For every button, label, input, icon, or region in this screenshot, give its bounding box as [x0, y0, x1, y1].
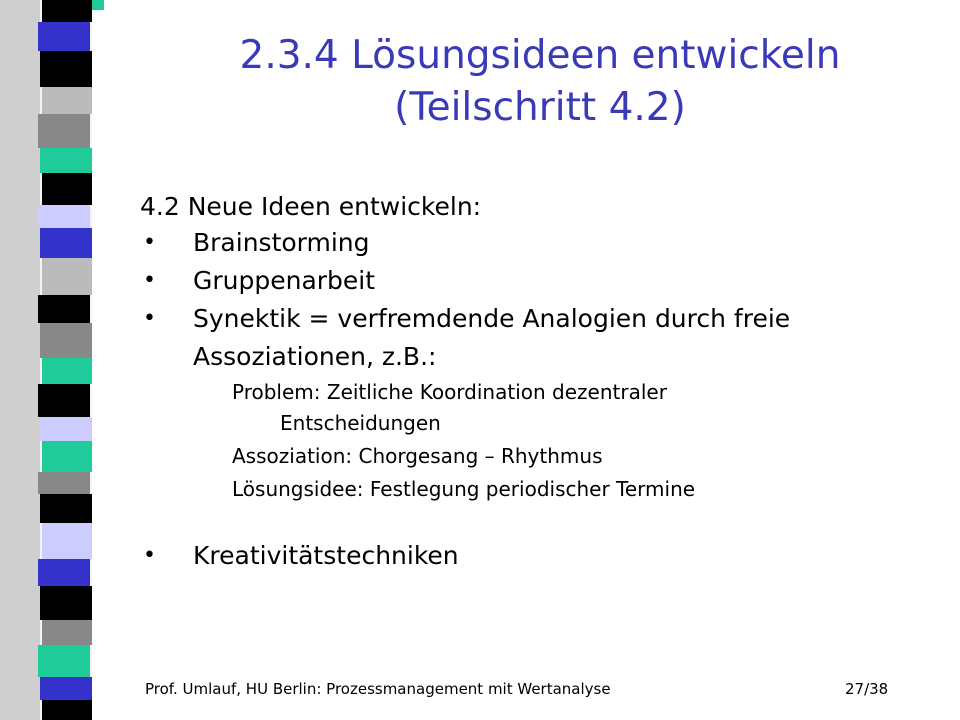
bullet-synektik-continuation: Assoziationen, z.B.: [193, 342, 437, 371]
stripe-segment [38, 384, 90, 417]
bullet-kreativitaetstechniken: Kreativitätstechniken [193, 541, 459, 570]
stripe-segment [42, 620, 94, 645]
stripe-segment [42, 87, 94, 114]
bullet-gruppenarbeit: Gruppenarbeit [193, 266, 376, 295]
stripe-segment [40, 323, 92, 358]
stripe-segment [38, 205, 90, 228]
bullet-synektik: Synektik = verfremdende Analogien durch freie [193, 304, 791, 333]
stripe-segment [42, 173, 94, 205]
example-association: Assoziation: Chorgesang – Rhythmus [232, 444, 603, 468]
stripe-segment [40, 148, 92, 173]
stripe-accent [92, 0, 104, 10]
bullet-brainstorming: Brainstorming [193, 228, 370, 257]
bullet-marker: • [143, 230, 156, 255]
stripe-segment [40, 228, 92, 258]
stripe-segment [40, 417, 92, 441]
slide-title-line2: (Teilschritt 4.2) [394, 85, 686, 130]
stripe-segment [40, 586, 92, 620]
footer-page-number: 27/38 [845, 680, 889, 698]
stripe-segment [42, 523, 94, 559]
stripe-segment [40, 677, 92, 700]
stripe-segment [38, 295, 90, 323]
heading: 4.2 Neue Ideen entwickeln: [140, 192, 482, 221]
bullet-marker: • [143, 306, 156, 331]
stripe-segment [40, 51, 92, 87]
stripe-segment [38, 22, 90, 51]
stripe-segment [42, 258, 94, 295]
stripe-segment [38, 114, 90, 148]
slide-title-line1: 2.3.4 Lösungsideen entwickeln [239, 33, 841, 78]
example-problem: Problem: Zeitliche Koordination dezentraler [232, 380, 667, 404]
stripe-segment [42, 700, 94, 720]
decorative-color-stripes [0, 0, 110, 720]
example-solution: Lösungsidee: Festlegung periodischer Termine [232, 477, 696, 501]
stripe-segment [42, 441, 94, 472]
stripe-segment [42, 358, 94, 384]
bullet-marker: • [143, 268, 156, 293]
stripe-segment [38, 645, 90, 677]
stripe-segment [38, 472, 90, 494]
stripe-segment [40, 494, 92, 523]
stripe-segment [42, 0, 94, 22]
example-problem-continuation: Entscheidungen [280, 411, 441, 435]
footer-author: Prof. Umlauf, HU Berlin: Prozessmanagement mit Wertanalyse [145, 680, 611, 698]
stripe-segment [38, 559, 90, 586]
bullet-marker: • [143, 543, 156, 568]
